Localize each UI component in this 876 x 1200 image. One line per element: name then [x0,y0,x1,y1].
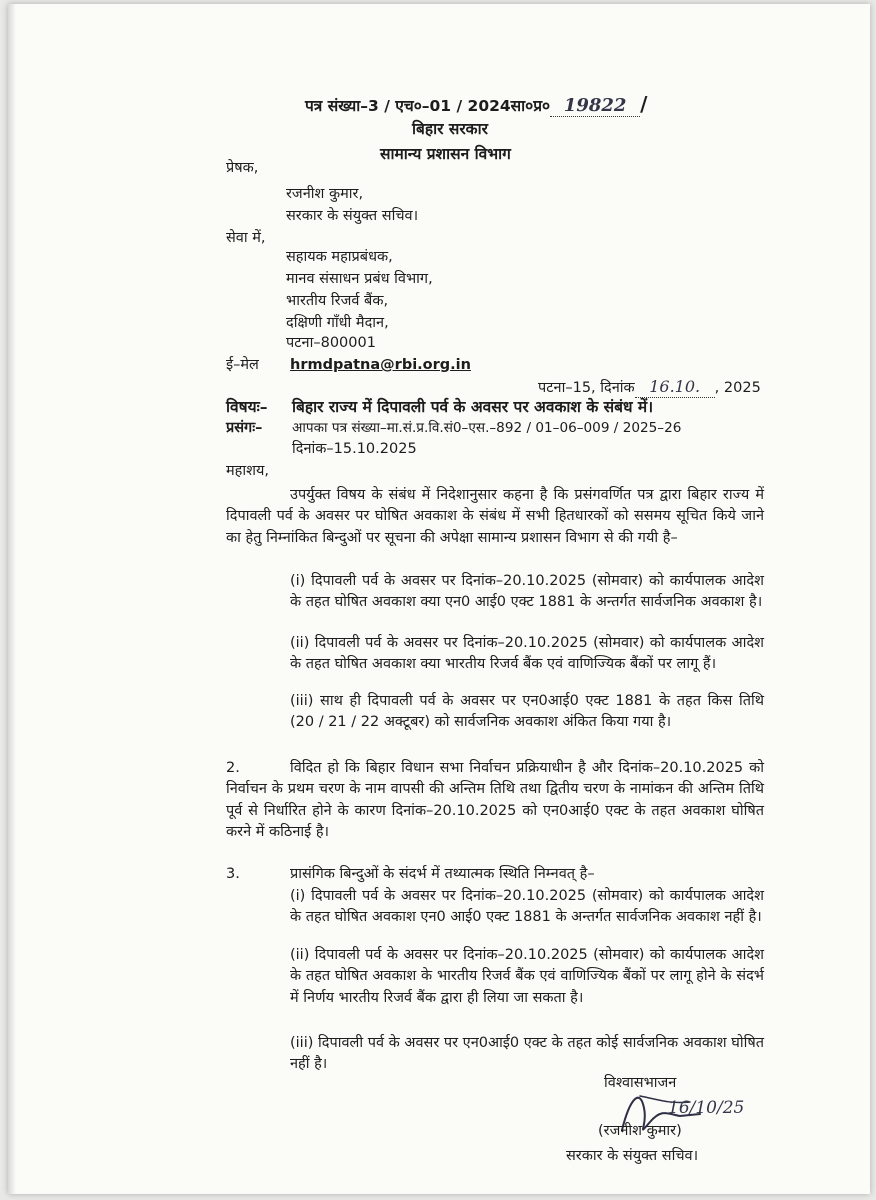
para1-point-i: (i) दिपावली पर्व के अवसर पर दिनांक–20.10.2025 (सोमवार) को कार्यपालक आदेश के तहत घोषित अवकाश क्या एन0 आई0 एक्ट 1881 के अन्तर्गत सार्वजनिक अवकाश है। [290,573,764,611]
subject-text: बिहार राज्य में दिपावली पर्व के अवसर पर अवकाश के संबंध में। [292,398,654,416]
date-prefix: पटना–15, दिनांक [538,380,635,396]
signatory-designation: सरकार के संयुक्त सचिव। [566,1148,699,1164]
sign-off: विश्वासभाजन [604,1075,677,1091]
signature-date: 16/10/25 [668,1098,745,1118]
department-title: सामान्य प्रशासन विभाग [380,145,511,163]
para1-point-ii: (ii) दिपावली पर्व के अवसर पर दिनांक–20.10.2025 (सोमवार) को कार्यपालक आदेश के तहत घोषित अवकाश क्या भारतीय रिजर्व बैंक एवं वाणिज्यिक बैंकों पर लागू हैं। [290,635,764,673]
recipient-line: सहायक महाप्रबंधक, [286,249,393,265]
email-address [290,355,471,375]
para2-text: विदित हो कि बिहार विधान सभा निर्वाचन प्रक्रियाधीन है और दिनांक–20.10.2025 को निर्वाचन के प्रथम चरण के नाम वापसी की अन्तिम तिथि तथा द्वितीय चरण के नामांकन की अन्तिम तिथि पूर्व से निर्धारित होने के कारण दिनांक–20.10.2025 को एन0आई0 एक्ट के तहत अवकाश घोषित करने में कठिनाई है। [226,760,764,841]
reference-line2: दिनांक–15.10.2025 [292,441,417,457]
reference-label: प्रसंगः– [226,420,263,436]
reference-line1: आपका पत्र संख्या–मा.सं.प्र.वि.सं0–एस.–892 / 01–06–009 / 2025–26 [292,420,682,436]
recipient-line: भारतीय रिजर्व बैंक, [286,293,389,309]
salutation: महाशय, [226,463,270,479]
recipient-label: सेवा में, [226,230,266,246]
para3-point-ii: (ii) दिपावली पर्व के अवसर पर दिनांक–20.10.2025 (सोमवार) को कार्यपालक आदेश के तहत घोषित अवकाश के भारतीय रिजर्व बैंक एवं वाणिज्यिक बैंकों पर लागू होने के संदर्भ में निर्णय भारतीय रिजर्व बैंक द्वारा ही लिया जा सकता है। [290,947,764,1006]
recipient-line: दक्षिणी गाँधी मैदान, [286,315,389,331]
sender-label: प्रेषक, [226,160,259,176]
para3-point-iii: (iii) दिपावली पर्व के अवसर पर एन0आई0 एक्ट के तहत कोई सार्वजनिक अवकाश घोषित नहीं है। [290,1035,764,1073]
recipient-line: मानव संसाधन प्रबंध विभाग, [286,271,433,287]
letter-number: पत्र संख्या–3 / एच०–01 / 2024सा०प्र० 19822 / [305,92,648,116]
sender-designation: सरकार के संयुक्त सचिव। [286,208,419,224]
sender-name: रजनीश कुमार, [286,186,364,202]
para3-point-i: (i) दिपावली पर्व के अवसर पर दिनांक–20.10.2025 (सोमवार) को कार्यपालक आदेश के तहत घोषित अवकाश एन0 आई0 एक्ट 1881 के अन्तर्गत सार्वजनिक अवकाश नहीं है। [290,888,764,926]
email-label: ई–मेल [226,357,259,373]
para1-intro: उपर्युक्त विषय के संबंध में निदेशानुसार कहना है कि प्रसंगवर्णित पत्र द्वारा बिहार राज्य में दिपावली पर्व के अवसर पर घोषित अवकाश के संबंध में सभी हितधारकों को ससमय सूचित किये जाने का हेतु निम्नांकित बिन्दुओं पर सूचना की अपेक्षा सामान्य प्रशासन विभाग से की गयी है– [226,487,764,546]
date-line [538,377,761,398]
letter-number-prefix: पत्र संख्या–3 / एच०–01 / 2024सा०प्र० [305,97,551,115]
govt-title: बिहार सरकार [412,120,488,138]
para2-number: 2. [226,760,240,776]
para3-number: 3. [226,866,240,882]
signatory-name: (रजनीश कुमार) [598,1123,682,1139]
date-handwritten: 16.10. [635,377,715,398]
letter-number-handwritten: 19822 [550,96,640,117]
recipient-line: पटना–800001 [286,335,376,351]
para1-point-iii: (iii) साथ ही दिपावली पर्व के अवसर पर एन0आई0 एक्ट 1881 के तहत किस तिथि (20 / 21 / 22 अक्टूबर) को सार्वजनिक अवकाश अंकित किया गया है। [290,693,764,731]
subject-label: विषयः– [226,398,268,416]
email-link: hrmdpatna@rbi.org.in [290,357,471,373]
date-suffix: , 2025 [714,380,761,396]
para3-intro: प्रासंगिक बिन्दुओं के संदर्भ में तथ्यात्मक स्थिति निम्नवत् है– [290,866,595,882]
page-edge-shadow [8,4,16,1194]
